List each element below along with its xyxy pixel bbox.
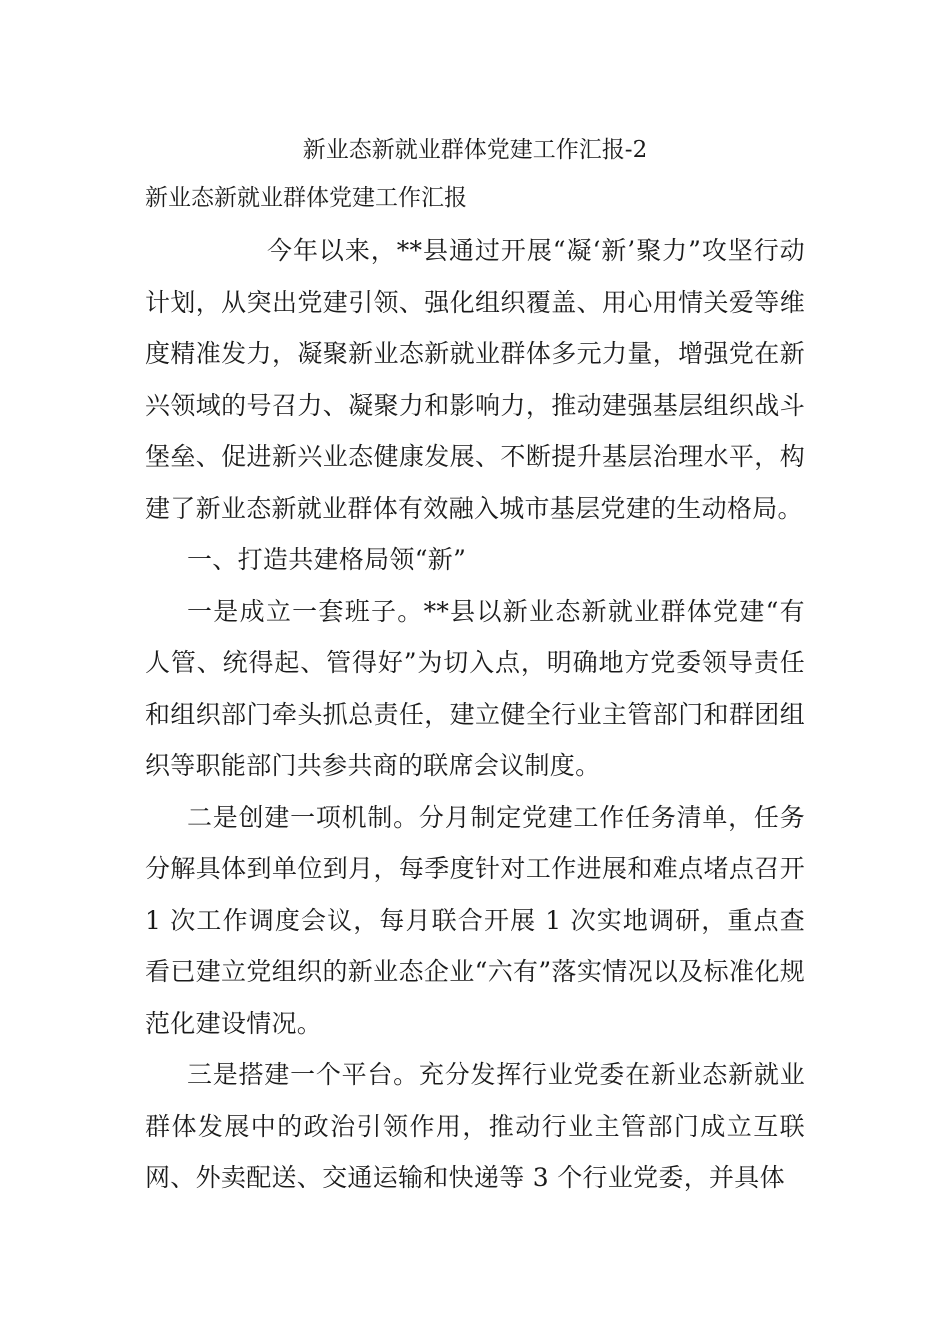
document-title: 新业态新就业群体党建工作汇报-2: [302, 137, 648, 163]
body-paragraph: 一是成立一套班子。**县以新业态新就业群体党建“有人管、统得起、管得好”为切入点，明确地方党委领导责任和组织部门牵头抓总责任，建立健全行业主管部门和群团组织等职能部门共参共商的联席会议制度。: [145, 596, 805, 780]
body-paragraph: 二是创建一项机制。分月制定党建工作任务清单，任务分解具体到单位到月，每季度针对工作进展和难点堵点召开 1 次工作调度会议，每月联合开展 1 次实地调研，重点查看已建立党组织的新业态企业“六有”落实情况以及标准化规范化建设情况。: [145, 802, 805, 1038]
body-paragraph: 三是搭建一个平台。充分发挥行业党委在新业态新就业群体发展中的政治引领作用，推动行业主管部门成立互联网、外卖配送、交通运输和快递等 3 个行业党委，并具体: [145, 1060, 805, 1192]
section-heading: 一、打造共建格局领“新”: [187, 545, 467, 574]
document-body: [145, 225, 805, 1204]
document-subtitle: 新业态新就业群体党建工作汇报: [145, 185, 467, 211]
intro-paragraph: 今年以来，**县通过开展“凝‘新’聚力”攻坚行动计划，从突出党建引领、强化组织覆盖、用心用情关爱等维度精准发力，凝聚新业态新就业群体多元力量，增强党在新兴领域的号召力、凝聚力和影响力，推动建强基层组织战斗堡垒、促进新兴业态健康发展、不断提升基层治理水平，构建了新业态新就业群体有效融入城市基层党建的生动格局。: [145, 236, 805, 523]
